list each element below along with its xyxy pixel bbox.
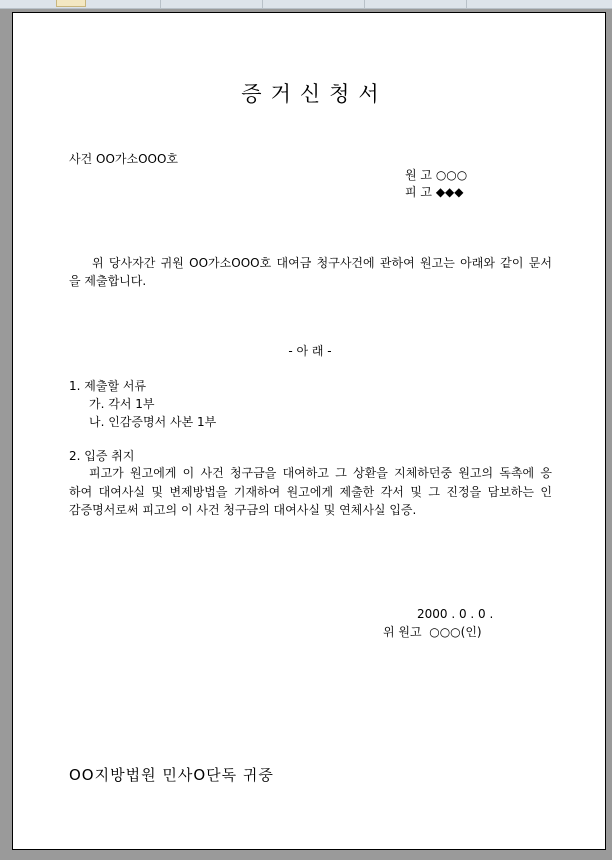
document-date: 2000 . 0 . 0 . — [417, 607, 494, 621]
section2-paragraph-line: 감증명서로써 피고의 이 사건 청구금의 대여사실 및 연체사실 입증. — [69, 503, 417, 517]
toolbar-divider — [262, 0, 263, 8]
court-addressee: OO지방법원 민사O단독 귀중 — [69, 766, 274, 784]
section2-paragraph-line: 하여 대여사실 및 변제방법을 기재하여 원고에게 제출한 각서 및 그 진정을 담보하는 인 — [69, 485, 552, 499]
defendant-line: 피 고 ◆◆◆ — [405, 185, 464, 199]
section2-title: 2. 입증 취지 — [69, 449, 135, 463]
section1-item: 나. 인감증명서 사본 1부 — [89, 415, 217, 429]
toolbar-divider — [160, 0, 161, 8]
plaintiff-line: 원 고 ○○○ — [405, 168, 468, 182]
document-title: 증거신청서 — [241, 82, 388, 106]
document-page — [12, 12, 606, 850]
section1-item: 가. 각서 1부 — [89, 397, 155, 411]
folder-tab-icon[interactable] — [56, 0, 86, 7]
plaintiff-signature: 위 원고 ○○○(인) — [383, 625, 482, 639]
toolbar-divider — [364, 0, 365, 8]
below-heading: - 아 래 - — [288, 344, 332, 358]
case-number-line: 사건 OO가소OOO호 — [69, 152, 179, 166]
window-top-bar — [0, 0, 612, 9]
section2-paragraph-line: 피고가 원고에게 이 사건 청구금을 대여하고 그 상환을 지체하던중 원고의 독촉에 응 — [89, 466, 552, 480]
toolbar-divider — [466, 0, 467, 8]
intro-paragraph-line: 위 당사자간 귀원 OO가소OOO호 대여금 청구사건에 관하여 원고는 아래와 같이 문서 — [92, 256, 552, 270]
intro-paragraph-line: 을 제출합니다. — [69, 274, 147, 288]
section1-title: 1. 제출할 서류 — [69, 379, 147, 393]
